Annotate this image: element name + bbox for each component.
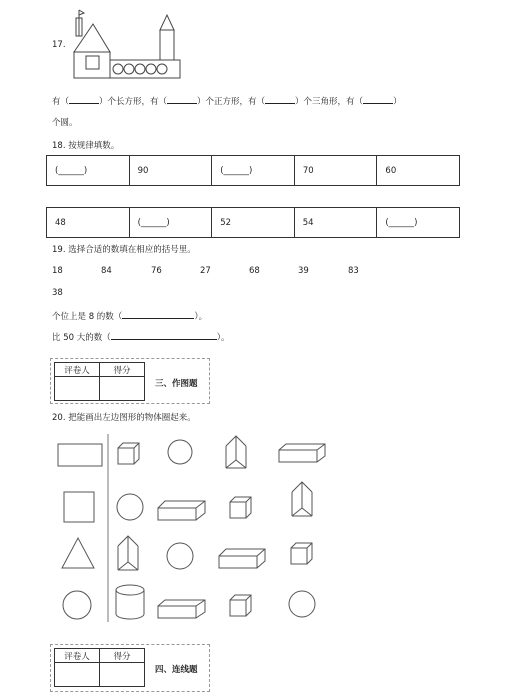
score-box-section-4 — [50, 644, 210, 692]
score-cell[interactable] — [100, 377, 145, 401]
score-header: 得分 — [100, 649, 145, 663]
prompt-ones-digit-8: 个位上是 8 的数（ ）。 — [52, 309, 207, 322]
cuboid-icon — [158, 600, 205, 618]
square-icon — [64, 492, 94, 522]
ball-icon — [167, 543, 193, 569]
blank-greater-than-50[interactable] — [111, 330, 217, 340]
seq2-cell-2[interactable]: (______) — [129, 208, 212, 238]
cuboid-icon — [158, 501, 205, 520]
triangular-prism-icon — [292, 482, 312, 516]
question-20-title: 20. 把能画出左边图形的物体圈起来。 — [52, 413, 196, 423]
blank-triangles[interactable] — [265, 94, 295, 104]
triangle-icon — [62, 538, 94, 568]
triangular-prism-icon — [226, 436, 246, 468]
reviewer-cell[interactable] — [55, 663, 100, 687]
ball-icon — [168, 440, 192, 464]
rectangle-icon — [58, 444, 102, 466]
circle-icon — [63, 591, 91, 619]
cuboid-icon — [279, 444, 325, 462]
prompt-greater-than-50: 比 50 大的数（ ）。 — [52, 330, 230, 343]
score-header: 得分 — [100, 363, 145, 377]
blank-squares[interactable] — [167, 94, 197, 104]
score-box-section-3 — [50, 358, 210, 404]
number-item: 68 — [249, 266, 260, 276]
section-title: 三、作图题 — [155, 379, 198, 389]
seq1-cell-1[interactable]: (______) — [47, 156, 130, 186]
cube-icon — [118, 443, 139, 464]
question-17-line1: 有（ ）个长方形，有（ ）个正方形，有（ ）个三角形，有（ ） — [52, 94, 402, 107]
seq1-cell-2: 90 — [129, 156, 212, 186]
cylinder-icon — [116, 585, 144, 619]
score-table — [54, 362, 145, 401]
cube-icon — [230, 595, 251, 616]
number-item: 76 — [151, 266, 162, 276]
cuboid-icon — [219, 549, 265, 568]
seq1-cell-5: 60 — [377, 156, 460, 186]
seq1-cell-4: 70 — [294, 156, 377, 186]
question-17-line2: 个圆。 — [52, 118, 78, 128]
seq2-cell-5[interactable]: (______) — [377, 208, 460, 238]
seq2-cell-1: 48 — [47, 208, 130, 238]
score-table — [54, 648, 145, 687]
seq2-cell-3: 52 — [212, 208, 295, 238]
question-19-title: 19. 选择合适的数填在相应的括号里。 — [52, 245, 196, 255]
triangular-prism-icon — [118, 536, 138, 570]
ball-icon — [289, 591, 315, 617]
cube-icon — [230, 497, 251, 518]
cube-icon — [291, 543, 312, 564]
blank-ones-digit-8[interactable] — [122, 309, 194, 319]
reviewer-cell[interactable] — [55, 377, 100, 401]
reviewer-header: 评卷人 — [55, 363, 100, 377]
sequence-table-2 — [46, 207, 460, 238]
seq2-cell-4: 54 — [294, 208, 377, 238]
number-item: 38 — [52, 288, 63, 298]
question-17-number: 17. — [52, 40, 66, 50]
number-item: 83 — [348, 266, 359, 276]
section-title: 四、连线题 — [155, 665, 198, 675]
number-item: 39 — [298, 266, 309, 276]
number-item: 18 — [52, 266, 63, 276]
score-cell[interactable] — [100, 663, 145, 687]
reviewer-header: 评卷人 — [55, 649, 100, 663]
sequence-table-1 — [46, 155, 460, 186]
seq1-cell-3[interactable]: (______) — [212, 156, 295, 186]
blank-circles[interactable] — [363, 94, 393, 104]
number-item: 84 — [101, 266, 112, 276]
question-18-title: 18. 按规律填数。 — [52, 141, 120, 151]
number-item: 27 — [200, 266, 211, 276]
blank-rectangles[interactable] — [69, 94, 99, 104]
ball-icon — [117, 494, 143, 520]
